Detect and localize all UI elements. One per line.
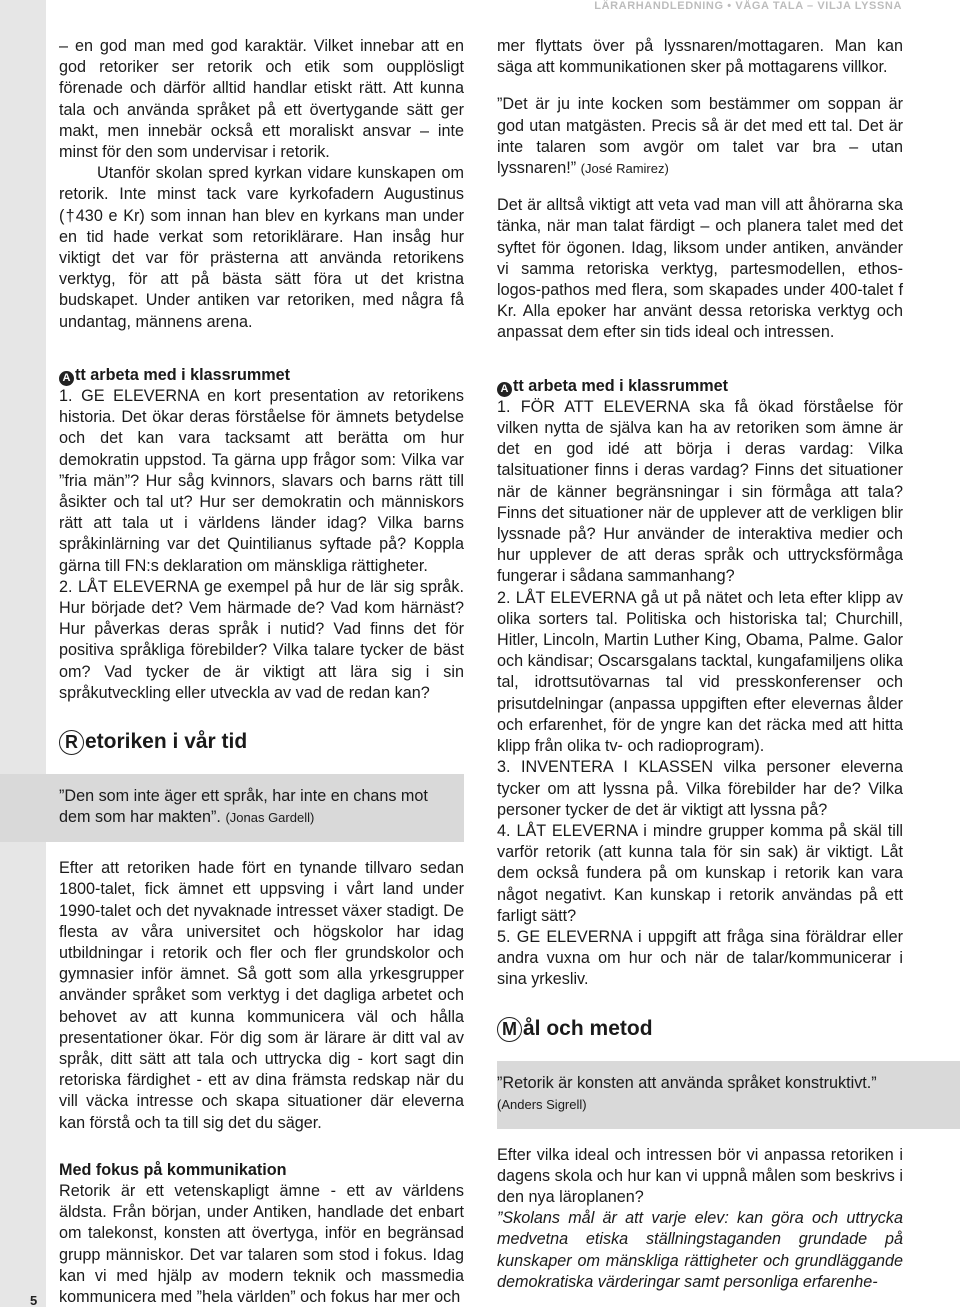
- task-text: gå ut på nätet och leta efter klipp av olika sorters tal. Politiska och historiska tal; Churchill, Hitler, Lincoln, Martin Luther King, Obama, Palme. Galor och kändisar; Oscarsgalans tacktal, kungafamiljens olika tal, idrottsutövarnas tal vid presskonferenser och prisutdelningar (anpassa uppgiften efter elevernas ålder och erfarenhet, för de yngre kan det räcka med att hitta klipp från olika tv- och radioprogram).: [497, 588, 904, 756]
- task-number: 3.: [497, 758, 511, 777]
- paragraph: Utanför skolan spred kyrkan vidare kunskapen om retorik. Inte minst tack vare kyrkofadern Augustinus (†430 e Kr) som innan han blev en kyrkans man under en tid hade verkat som retoriklärare. Han insåg hur viktigt det var för prästerna att använda retorikens verktyg, för att på bästa sätt föra ut det kristna budskapet. Under antiken var retoriken, med några få undantag, männens arena.: [59, 164, 464, 331]
- quote-text: [59, 786, 450, 828]
- quote-source: (Jonas Gardell): [225, 810, 315, 826]
- task-number: 1.: [59, 387, 73, 406]
- task-text: i uppgift att fråga sina föräldrar eller andra vuxna om hur och när de talar/kommunicerar i sina yrkesliv.: [497, 927, 904, 989]
- paragraph: Retorik är ett vetenskapligt ämne - ett av världens äldsta. Från början, under Antiken, handlade det enbart om talekonst, konsten att övertyga, inför en begränsad grupp människor. Det var talaren som stod i fokus. Idag kan vi med hjälp av modern teknik och massmedia kommunicera med ”hela världen” och fokus har mer och: [59, 1181, 464, 1306]
- task-item: [497, 397, 903, 588]
- paragraph: – en god man med god karaktär. Vilket innebar att en god retoriker ser retorik och etik som oupplösligt förenade och därför alltid handlar etiskt rätt. Att kunna tala och använda språket på ett övertygande sätt ger makt, men innebär också ett moraliskt ansvar – inte minst för den som undervisar i retorik.: [59, 37, 464, 162]
- letter-m-icon: M: [497, 1017, 522, 1042]
- page-margin-strip: [0, 0, 46, 1307]
- task-item: [59, 386, 464, 577]
- paragraph: Det är alltså viktigt att veta vad man vill att åhörarna ska tänka, när man talat färdigt – och planera talet med det syftet för ögonen. Idag, liksom under antiken, använder vi samma retoriska verktyg, partesmodellen, ethos-logos-pathos med flera, som skapades under 400-talet f Kr. Alla epoker har använt dessa retoriska verktyg och anpassat dem efter sin tids ideal och intressen.: [497, 196, 903, 342]
- task-lead: GE ELEVERNA: [516, 927, 632, 946]
- quote-body: ”Den som inte äger ett språk, har inte en chans mot dem som har makten”.: [59, 787, 428, 827]
- classroom-heading: [497, 376, 903, 397]
- paragraph: mer flyttats över på lyssnaren/mottagaren. Man kan säga att kommunikationen sker på mottagarens villkor.: [497, 37, 903, 77]
- task-number: 5.: [497, 927, 511, 946]
- task-item: [59, 577, 464, 704]
- task-lead: GE ELEVERNA: [81, 387, 199, 406]
- right-column: [497, 36, 903, 1293]
- section-heading: [497, 1017, 903, 1051]
- task-lead: INVENTERA I KLASSEN: [521, 758, 714, 777]
- section-title: ål och metod: [523, 1016, 653, 1040]
- quote-box: [0, 774, 464, 842]
- task-text: vilka personer eleverna tycker om att lyssna på. Vilka förebilder har de? Vilka personer tycker de det är viktigt att lyssna på?: [497, 758, 904, 819]
- quote-text: [497, 1073, 903, 1115]
- section-heading: [59, 730, 464, 764]
- paragraph: Efter att retoriken hade fört en tynande tillvaro sedan 1800-talet, fick ämnet ett uppsving i vårt land under 1990-talet och det nyvaknade intresset växer stadigt. De flesta av våra universitet och högskolor har idag utbildningar i retorik och fler och fler grundskolor och gymnasier inför ämnet. Så gott som alla yrkesgrupper använder språket som verktyg i det dagliga arbetet och behovet av att kunna kommunicera väl och hålla presentationer ökar. För dig som är lärare är ditt val av språk, ditt sätt att tala och uttrycka dig - kort sagt din retoriska färdighet - ett av dina främsta redskap när du vill väcka intresse och skapa situationer där eleverna kan förstå och ta till sig det du säger.: [59, 859, 464, 1132]
- task-text: en kort presentation av retorikens historia. Det ökar deras förståelse för ämnets betydelse och det kan vara tacksamt att berätta om hur demokratin uppstod. Ta gärna upp frågor som: Vilka var ”fria män”? Hur såg kvinnors, slavars och barns rätt till åsikter och tal ut? Hur ser demokratin och människors rätt att tala ut i världens länder idag? Vilka barns språkinlärning var det Quintilianus syftade på? Koppla gärna till FN:s deklaration om mänskliga rättigheter.: [59, 387, 464, 575]
- task-item: [497, 927, 903, 991]
- quote-body: ”Retorik är konsten att använda språket konstruktivt.”: [497, 1073, 877, 1092]
- task-text: ge exempel på hur de lär sig språk. Hur började det? Vem härmade de? Vad kom härnäst? Hur påverkas deras språk i nutid? Vad finns det för positiva språkliga förebilder? Vilka talare tycker de bäst om? Vad tycker de är viktigt att lära sig i sin språkutveckling eller utveckla av vad de redan kan?: [59, 577, 465, 702]
- task-text: i mindre grupper komma på skäl till varför retorik (att kunna tala för sin sak) är viktigt. Låt dem också fundera på om kunskap i retorik kan vara något negativt. Kan kunskap i retorik användas på ett farligt sätt?: [497, 821, 904, 925]
- letter-a-icon: A: [59, 371, 74, 386]
- task-item: [497, 588, 903, 758]
- curriculum-quote: ”Skolans mål är att varje elev: kan göra och uttrycka medvetna etiska ställningstaganden grundade på kunskaper om mänskliga rättigheter och grundläggande demokratiska värderingar samt personliga erfarenhe-: [497, 1209, 903, 1291]
- task-number: 2.: [497, 588, 511, 607]
- classroom-heading: [59, 365, 464, 386]
- sub-heading: Med fokus på kommunikation: [59, 1160, 287, 1179]
- quote: [497, 94, 903, 179]
- task-number: 4.: [497, 821, 511, 840]
- section-title: etoriken i vår tid: [85, 730, 248, 754]
- letter-a-icon: A: [497, 382, 512, 397]
- task-text: ska få ökad förståelse för vilken nytta de själva kan ha av retoriken som ämne är det en god idé att börja i deras vardag: Vilka talsituationer finns i deras vardag? Finns det situationer när de känner begränsningar i sin förmåga att tala? Finns det situationer när de upplever att de verkligen blir lyssnade på? Hur använder de interaktiva medier och hur upplever de att deras språk och uttrycksförmåga fungerar i sådana sammanhang?: [497, 397, 904, 586]
- task-lead: FÖR ATT ELEVERNA: [520, 397, 690, 416]
- task-number: 1.: [497, 397, 511, 416]
- classroom-heading-text: tt arbeta med i klassrummet: [75, 365, 291, 384]
- task-lead: LÅT ELEVERNA: [515, 588, 636, 607]
- quote-body: ”Det är ju inte kocken som bestämmer om soppan är god utan matgästen. Precis så är det med ett tal. Det är inte talaren som avgör om talet var bra – utan lyssnaren!”: [497, 95, 903, 178]
- running-header: LÄRARHANDLEDNING • VÅGA TALA – VILJA LYSSNA: [594, 0, 902, 12]
- letter-r-icon: R: [59, 730, 84, 755]
- classroom-heading-text: tt arbeta med i klassrummet: [513, 376, 729, 395]
- task-lead: LÅT ELEVERNA: [516, 821, 638, 840]
- task-item: [497, 821, 903, 927]
- quote-source: (Anders Sigrell): [497, 1096, 587, 1112]
- task-item: [497, 757, 903, 821]
- task-lead: LÅT ELEVERNA: [78, 577, 199, 596]
- quote-box: [497, 1061, 960, 1129]
- page-number: 5: [30, 1293, 38, 1308]
- paragraph: Efter vilka ideal och intressen bör vi anpassa retoriken i dagens skola och hur kan vi uppnå målen som beskrivs i den nya läroplanen?: [497, 1145, 903, 1206]
- left-column: [59, 36, 464, 1308]
- task-number: 2.: [59, 577, 73, 596]
- quote-source: (José Ramirez): [580, 161, 669, 177]
